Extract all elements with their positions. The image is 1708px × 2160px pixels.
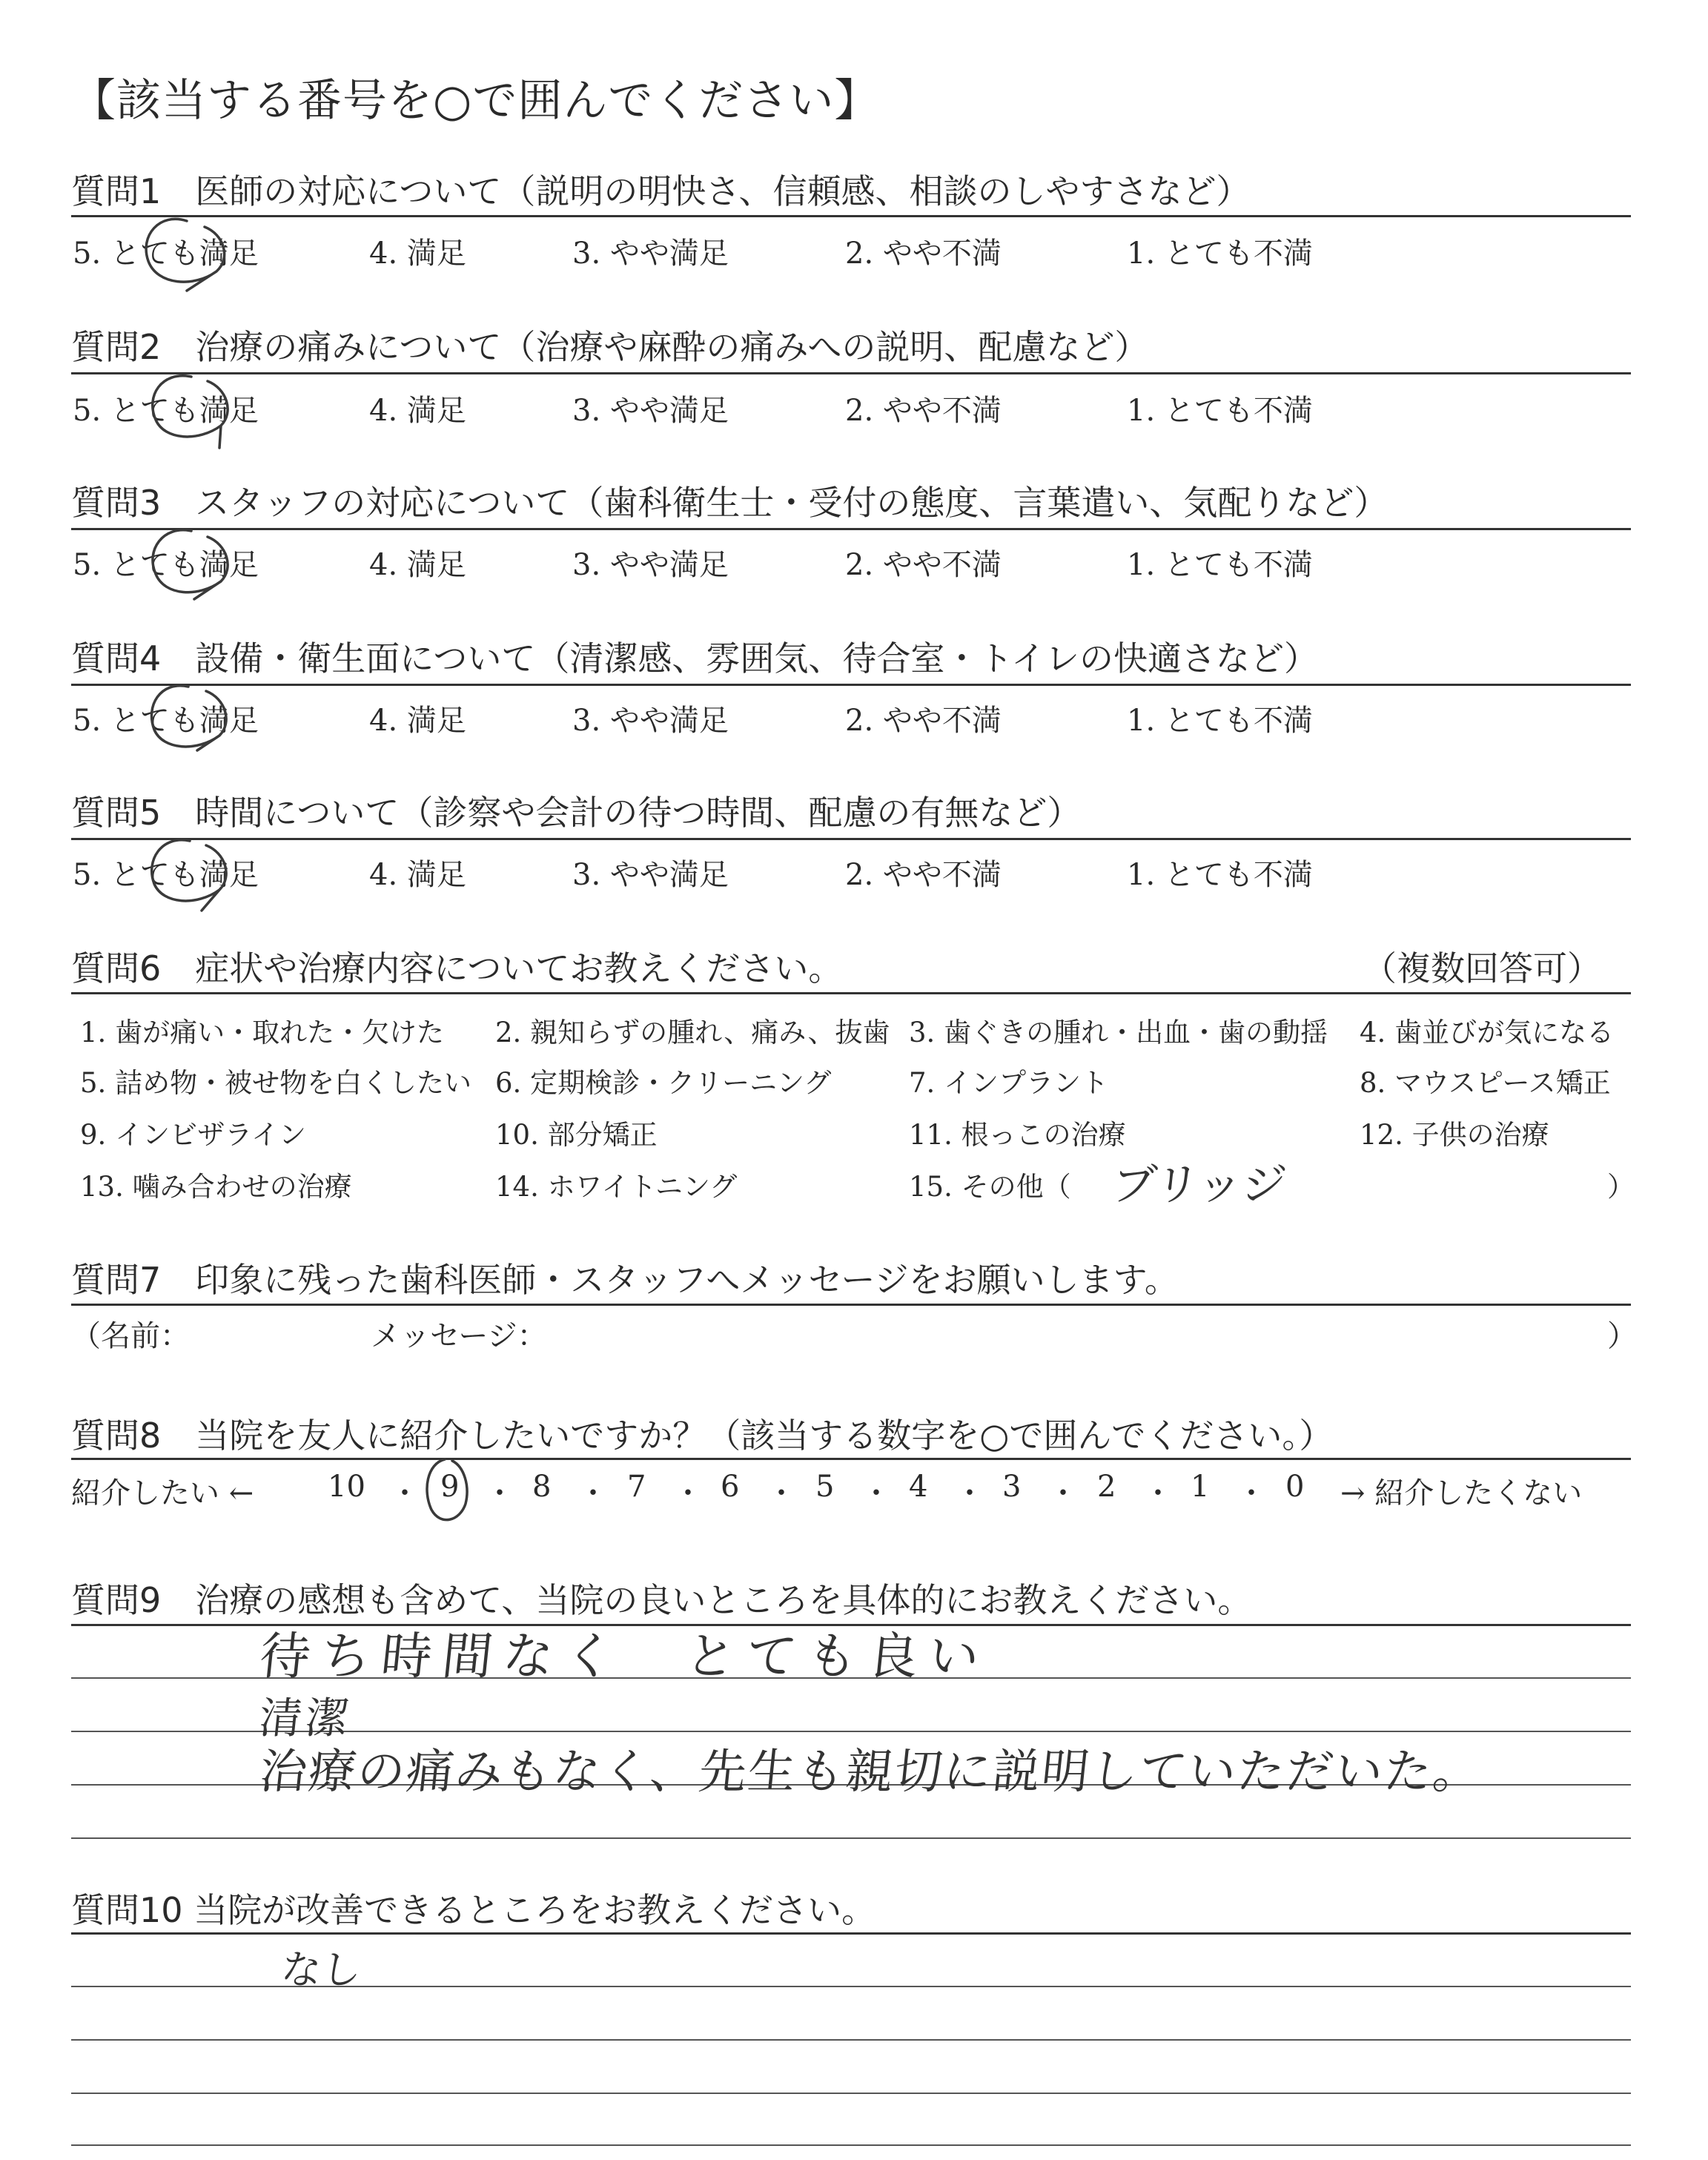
- q6-option-1[interactable]: 1. 歯が痛い・取れた・欠けた: [80, 1017, 445, 1048]
- q8-scale-8[interactable]: 8: [532, 1470, 552, 1504]
- q6-other-close: ）: [1607, 1171, 1635, 1203]
- q1-option-5[interactable]: 5. とても満足: [73, 237, 259, 271]
- q8-separator: ・: [390, 1476, 420, 1510]
- q6-option-7[interactable]: 7. インプラント: [909, 1067, 1109, 1099]
- q8-separator: ・: [485, 1476, 514, 1510]
- q2-option-5[interactable]: 5. とても満足: [73, 394, 259, 428]
- question-1-title: 質問1 医師の対応について（説明の明快さ、信頼感、相談のしやすさなど）: [71, 171, 1251, 211]
- q6-option-14[interactable]: 14. ホワイトニング: [495, 1171, 738, 1203]
- q1-option-4[interactable]: 4. 満足: [369, 237, 466, 271]
- q5-option-2[interactable]: 2. やや不満: [845, 858, 1002, 892]
- q2-option-4[interactable]: 4. 満足: [369, 394, 466, 428]
- q8-separator: ・: [955, 1476, 984, 1510]
- q8-right-label: → 紹介したくない: [1340, 1476, 1583, 1510]
- q6-option-10[interactable]: 10. 部分矯正: [495, 1119, 658, 1151]
- q8-scale-6[interactable]: 6: [721, 1470, 740, 1504]
- q8-scale-9[interactable]: 9: [440, 1470, 460, 1504]
- q8-scale-4[interactable]: 4: [909, 1470, 928, 1504]
- q6-option-13[interactable]: 13. 噛み合わせの治療: [80, 1171, 352, 1203]
- q8-left-label: 紹介したい ←: [71, 1476, 254, 1510]
- question-3-title: 質問3 スタッフの対応について（歯科衛生士・受付の態度、言葉遣い、気配りなど）: [71, 483, 1388, 523]
- q6-option-5[interactable]: 5. 詰め物・被せ物を白くしたい: [80, 1067, 472, 1099]
- q3-option-3[interactable]: 3. やや満足: [572, 548, 729, 582]
- q8-separator: ・: [767, 1476, 796, 1510]
- q9-answer-line-3[interactable]: 治療の痛みもなく、先生も親切に説明していただいた。: [256, 1745, 1485, 1800]
- q5-option-5[interactable]: 5. とても満足: [73, 858, 259, 892]
- q6-option-4[interactable]: 4. 歯並びが気になる: [1360, 1017, 1615, 1048]
- q7-message-label: メッセージ：: [371, 1319, 547, 1353]
- q3-option-4[interactable]: 4. 満足: [369, 548, 466, 582]
- question-2-title: 質問2 治療の痛みについて（治療や麻酔の痛みへの説明、配慮など）: [71, 327, 1149, 367]
- q2-option-1[interactable]: 1. とても不満: [1127, 394, 1313, 428]
- q6-option-11[interactable]: 11. 根っこの治療: [909, 1119, 1126, 1151]
- q8-separator: ・: [1237, 1476, 1266, 1510]
- q7-close: ）: [1607, 1319, 1637, 1353]
- question-6-note: （複数回答可）: [1363, 948, 1601, 988]
- q8-scale-5[interactable]: 5: [815, 1470, 835, 1504]
- question-10-title: 質問10 当院が改善できるところをお教えください。: [71, 1890, 876, 1930]
- question-8-title: 質問8 当院を友人に紹介したいですか？（該当する数字を○で囲んでください。）: [71, 1416, 1334, 1456]
- q8-scale-7[interactable]: 7: [627, 1470, 646, 1504]
- q2-selection-circle: [153, 376, 228, 448]
- q8-scale-10[interactable]: 10: [328, 1470, 365, 1504]
- q1-option-3[interactable]: 3. やや満足: [572, 237, 729, 271]
- q5-option-4[interactable]: 4. 満足: [369, 858, 466, 892]
- q2-option-2[interactable]: 2. やや不満: [845, 394, 1002, 428]
- q9-answer-line-1[interactable]: 待ち時間なく とても良い: [256, 1628, 993, 1686]
- q4-option-2[interactable]: 2. やや不満: [845, 704, 1002, 738]
- q1-option-2[interactable]: 2. やや不満: [845, 237, 1002, 271]
- q4-option-3[interactable]: 3. やや満足: [572, 704, 729, 738]
- q6-option-8[interactable]: 8. マウスピース矯正: [1360, 1067, 1611, 1099]
- question-4-title: 質問4 設備・衛生面について（清潔感、雰囲気、待合室・トイレの快適さなど）: [71, 638, 1319, 678]
- q6-other-answer[interactable]: ブリッジ: [1109, 1159, 1289, 1211]
- q2-option-3[interactable]: 3. やや満足: [572, 394, 729, 428]
- question-9-title: 質問9 治療の感想も含めて、当院の良いところを具体的にお教えください。: [71, 1580, 1252, 1620]
- q4-option-4[interactable]: 4. 満足: [369, 704, 466, 738]
- q5-selection-circle: [152, 840, 226, 911]
- q8-scale-3[interactable]: 3: [1002, 1470, 1022, 1504]
- q6-option-6[interactable]: 6. 定期検診・クリーニング: [495, 1067, 832, 1099]
- q5-option-3[interactable]: 3. やや満足: [572, 858, 729, 892]
- q8-scale-1[interactable]: 1: [1191, 1470, 1210, 1504]
- q4-selection-circle: [152, 686, 227, 750]
- q6-option-2[interactable]: 2. 親知らずの腫れ、痛み、抜歯: [495, 1017, 890, 1048]
- q8-scale-0[interactable]: 0: [1285, 1470, 1305, 1504]
- q3-selection-circle: [153, 530, 228, 599]
- q9-answer-line-2[interactable]: 清潔: [256, 1693, 354, 1743]
- q6-option-15[interactable]: 15. その他（: [909, 1171, 1071, 1203]
- q10-answer-line-1[interactable]: なし: [279, 1946, 364, 1993]
- q6-option-9[interactable]: 9. インビザライン: [80, 1119, 306, 1151]
- q3-option-1[interactable]: 1. とても不満: [1127, 548, 1313, 582]
- question-6-title: 質問6 症状や治療内容についてお教えください。: [71, 948, 843, 988]
- q4-option-1[interactable]: 1. とても不満: [1127, 704, 1313, 738]
- question-5-title: 質問5 時間について（診察や会計の待つ時間、配慮の有無など）: [71, 793, 1082, 833]
- q5-option-1[interactable]: 1. とても不満: [1127, 858, 1313, 892]
- q8-scale-2[interactable]: 2: [1097, 1470, 1116, 1504]
- q8-separator: ・: [861, 1476, 891, 1510]
- q6-option-3[interactable]: 3. 歯ぐきの腫れ・出血・歯の動揺: [909, 1017, 1328, 1048]
- form-header: 【該当する番号を○で囲んでください】: [71, 75, 880, 127]
- q8-separator: ・: [673, 1476, 703, 1510]
- q8-selection-circle: [427, 1459, 467, 1520]
- question-7-title: 質問7 印象に残った歯科医師・スタッフへメッセージをお願いします。: [71, 1260, 1179, 1300]
- q6-option-12[interactable]: 12. 子供の治療: [1360, 1119, 1549, 1151]
- q7-name-label: （名前：: [71, 1319, 190, 1353]
- q3-option-2[interactable]: 2. やや不満: [845, 548, 1002, 582]
- q3-option-5[interactable]: 5. とても満足: [73, 548, 259, 582]
- q8-separator: ・: [1143, 1476, 1173, 1510]
- q4-option-5[interactable]: 5. とても満足: [73, 704, 259, 738]
- q1-option-1[interactable]: 1. とても不満: [1127, 237, 1313, 271]
- q8-separator: ・: [1048, 1476, 1078, 1510]
- q1-selection-circle: [146, 219, 224, 291]
- q8-separator: ・: [578, 1476, 608, 1510]
